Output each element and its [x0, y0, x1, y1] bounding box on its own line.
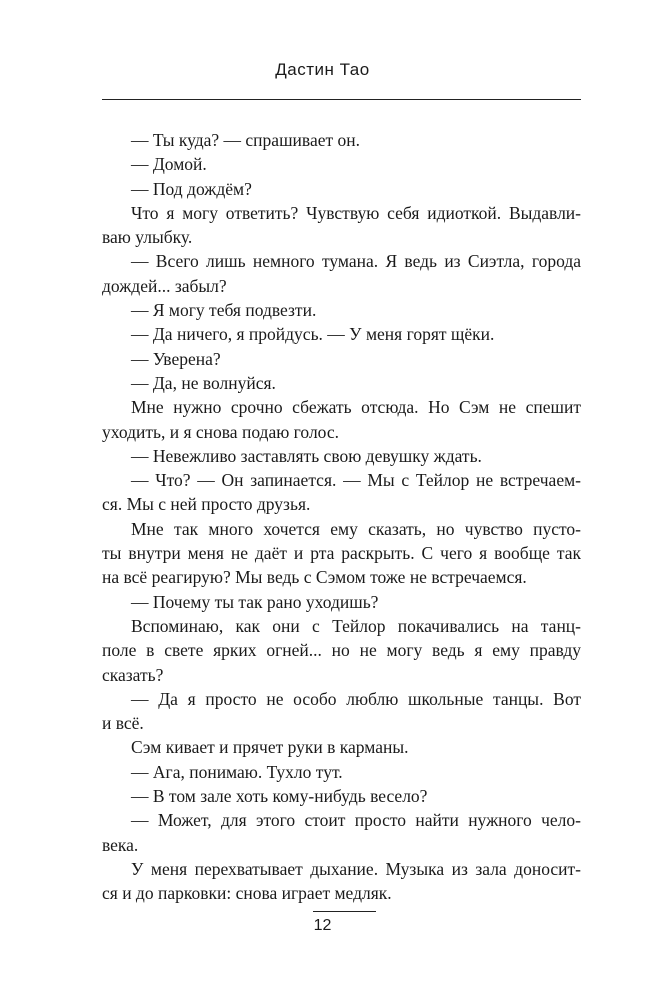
text-line: — Да я просто не особо люблю школьные танцы. Вот: [131, 688, 581, 709]
text-line: Мне так много хочется ему сказать, но чувство пусто-: [131, 518, 581, 539]
text-line: Вспоминаю, как они с Тейлор покачивались на танц-: [131, 615, 581, 636]
footer-rule: [313, 911, 376, 912]
text-line: на всё реагирую? Мы ведь с Сэмом тоже не встречаемся.: [102, 567, 527, 588]
text-line: — Под дождём?: [131, 178, 252, 199]
text-line: — Уверена?: [131, 348, 221, 369]
text-line: уходить, и я снова подаю голос.: [102, 421, 340, 442]
text-line: ся и до парковки: снова играет медляк.: [102, 883, 392, 904]
body-text: [102, 128, 581, 906]
text-line: — Ты куда? — спрашивает он.: [131, 130, 360, 150]
text-line: сказать?: [102, 664, 164, 685]
text-line: и всё.: [102, 713, 144, 734]
text-line: века.: [102, 834, 139, 855]
text-line: — Почему ты так рано уходишь?: [131, 591, 379, 612]
text-line: — Всего лишь немного тумана. Я ведь из Сиэтла, города: [131, 251, 581, 272]
page-number: 12: [313, 917, 332, 934]
text-line: — В том зале хоть кому-нибудь весело?: [131, 786, 428, 807]
text-line: Сэм кивает и прячет руки в карманы.: [131, 737, 409, 758]
text-line: — Невежливо заставлять свою девушку ждать.: [131, 445, 482, 466]
text-line: Что я могу ответить? Чувствую себя идиоткой. Выдавли-: [131, 202, 581, 223]
text-line: — Да, не волнуйся.: [131, 372, 276, 393]
text-line: — Домой.: [131, 154, 207, 175]
text-line: поле в свете ярких огней... но не могу ведь я ему правду: [102, 640, 581, 661]
running-head: Дастин Тао: [275, 60, 370, 79]
text-line: — Я могу тебя подвезти.: [131, 300, 317, 321]
text-line: — Что? — Он запинается. — Мы с Тейлор не встречаем-: [131, 470, 581, 491]
text-line: ся. Мы с ней просто друзья.: [102, 494, 311, 515]
text-line: ваю улыбку.: [102, 227, 193, 248]
text-line: ты внутри меня не даёт и рта раскрыть. С чего я вообще так: [102, 543, 581, 564]
header-rule: [102, 99, 581, 100]
text-line: У меня перехватывает дыхание. Музыка из зала доносит-: [131, 858, 581, 879]
text-line: — Ага, понимаю. Тухло тут.: [131, 761, 343, 782]
text-line: — Да ничего, я пройдусь. — У меня горят щёки.: [131, 324, 495, 345]
text-line: Мне нужно срочно сбежать отсюда. Но Сэм не спешит: [131, 397, 581, 418]
text-line: дождей... забыл?: [102, 275, 227, 296]
text-line: — Может, для этого стоит просто найти нужного чело-: [131, 810, 581, 831]
